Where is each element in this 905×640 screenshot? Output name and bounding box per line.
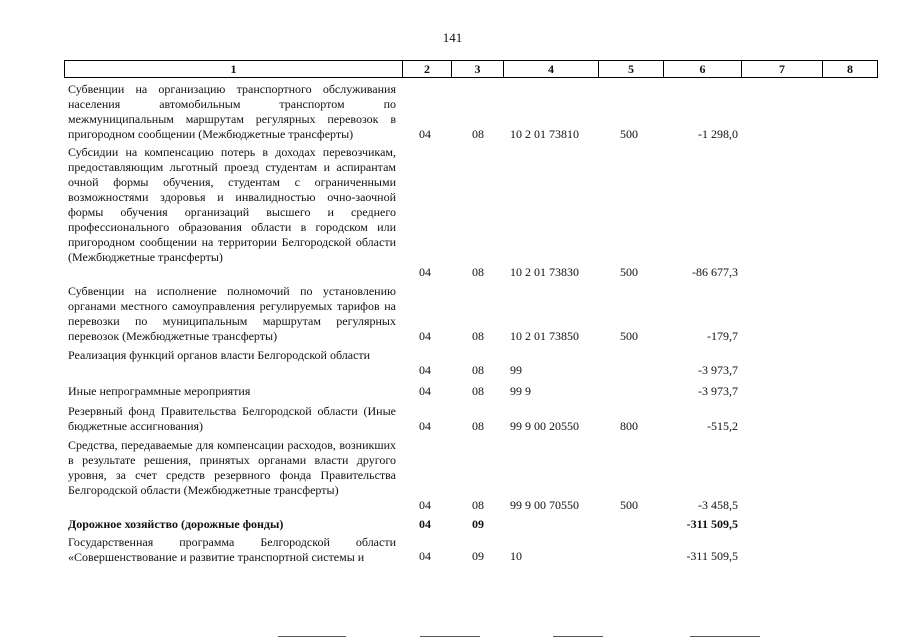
row-section-code: 04	[419, 363, 431, 377]
row-subsection-code: 08	[472, 363, 484, 377]
column-header-4: 4	[548, 62, 554, 76]
row-amount: -86 677,3	[692, 265, 738, 279]
row-amount: -311 509,5	[686, 549, 738, 563]
column-header-3: 3	[474, 62, 481, 76]
row-section-code: 04	[419, 127, 431, 141]
row-amount: -3 458,5	[698, 498, 738, 512]
column-header-5: 5	[628, 62, 634, 76]
row-description: Дорожное хозяйство (дорожные фонды)	[68, 517, 284, 531]
column-header-1: 1	[230, 62, 237, 76]
row-description: Государственная программа Белгородской области «Совершенствование и развитие транспортной системы и	[68, 535, 396, 564]
scan-artifact-line	[420, 636, 480, 637]
row-description: Субвенции на организацию транспортного обслуживания населения автомобильным транспортом по межмуниципальным маршрутам регулярных перевозок в пригородном сообщении (Межбюджетные трансферты)	[68, 82, 396, 141]
row-amount: -3 973,7	[698, 384, 738, 398]
column-header-8: 8	[847, 62, 853, 76]
scan-artifact-line	[278, 636, 346, 637]
row-expense-type: 500	[620, 498, 638, 512]
row-description: Субвенции на исполнение полномочий по установлению органами местного самоуправления регулируемых тарифов на перевозки по муниципальным маршрутам регулярных перевозок (Межбюджетные трансферты)	[68, 284, 396, 343]
row-section-code: 04	[419, 384, 431, 398]
row-subsection-code: 09	[472, 517, 484, 531]
row-subsection-code: 08	[472, 384, 484, 398]
row-target-article: 99	[510, 363, 522, 377]
column-header-2: 2	[424, 62, 430, 76]
row-target-article: 10 2 01 73810	[510, 127, 579, 141]
row-subsection-code: 09	[472, 549, 484, 563]
row-expense-type: 800	[620, 419, 638, 433]
row-amount: -3 973,7	[698, 363, 738, 377]
row-description: Реализация функций органов власти Белгородской области	[68, 348, 371, 362]
row-target-article: 99 9	[510, 384, 531, 398]
row-target-article: 99 9 00 20550	[510, 419, 579, 433]
row-subsection-code: 08	[472, 498, 484, 512]
row-description: Субсидии на компенсацию потерь в доходах перевозчикам, предоставляющим льготный проезд студентам и аспирантам очной формы обучения, студентам с ограниченными возможностями здоровья и инвалидностью очно-заочной формы обучения организаций высшего и среднего профессионального образования области в городском или пригородном сообщении на территории Белгородской области (Межбюджетные трансферты)	[68, 145, 396, 264]
row-expense-type: 500	[620, 265, 638, 279]
row-section-code: 04	[419, 498, 431, 512]
row-target-article: 10 2 01 73830	[510, 265, 579, 279]
row-subsection-code: 08	[472, 419, 484, 433]
row-section-code: 04	[419, 329, 431, 343]
row-amount: -1 298,0	[698, 127, 738, 141]
row-subsection-code: 08	[472, 329, 484, 343]
row-amount: -311 509,5	[686, 517, 738, 531]
scan-artifact-line	[553, 636, 603, 637]
row-description: Иные непрограммные мероприятия	[68, 384, 251, 398]
row-section-code: 04	[419, 517, 431, 531]
row-subsection-code: 08	[472, 265, 484, 279]
row-target-article: 99 9 00 70550	[510, 498, 579, 512]
row-target-article: 10	[510, 549, 522, 563]
scan-artifact-line	[690, 636, 760, 637]
row-subsection-code: 08	[472, 127, 484, 141]
row-section-code: 04	[419, 419, 431, 433]
row-amount: -515,2	[707, 419, 738, 433]
row-section-code: 04	[419, 265, 431, 279]
row-expense-type: 500	[620, 127, 638, 141]
column-header-6: 6	[699, 62, 706, 76]
column-header-7: 7	[779, 62, 785, 76]
row-expense-type: 500	[620, 329, 638, 343]
row-section-code: 04	[419, 549, 431, 563]
row-description: Резервный фонд Правительства Белгородской области (Иные бюджетные ассигнования)	[68, 404, 396, 433]
row-amount: -179,7	[707, 329, 738, 343]
page-number: 141	[442, 30, 463, 45]
row-target-article: 10 2 01 73850	[510, 329, 579, 343]
row-description: Средства, передаваемые для компенсации расходов, возникших в результате решения, принятых органами власти другого уровня, за счет средств резервного фонда Правительства Белгородской области (Межбюджетные трансферты)	[68, 438, 396, 497]
